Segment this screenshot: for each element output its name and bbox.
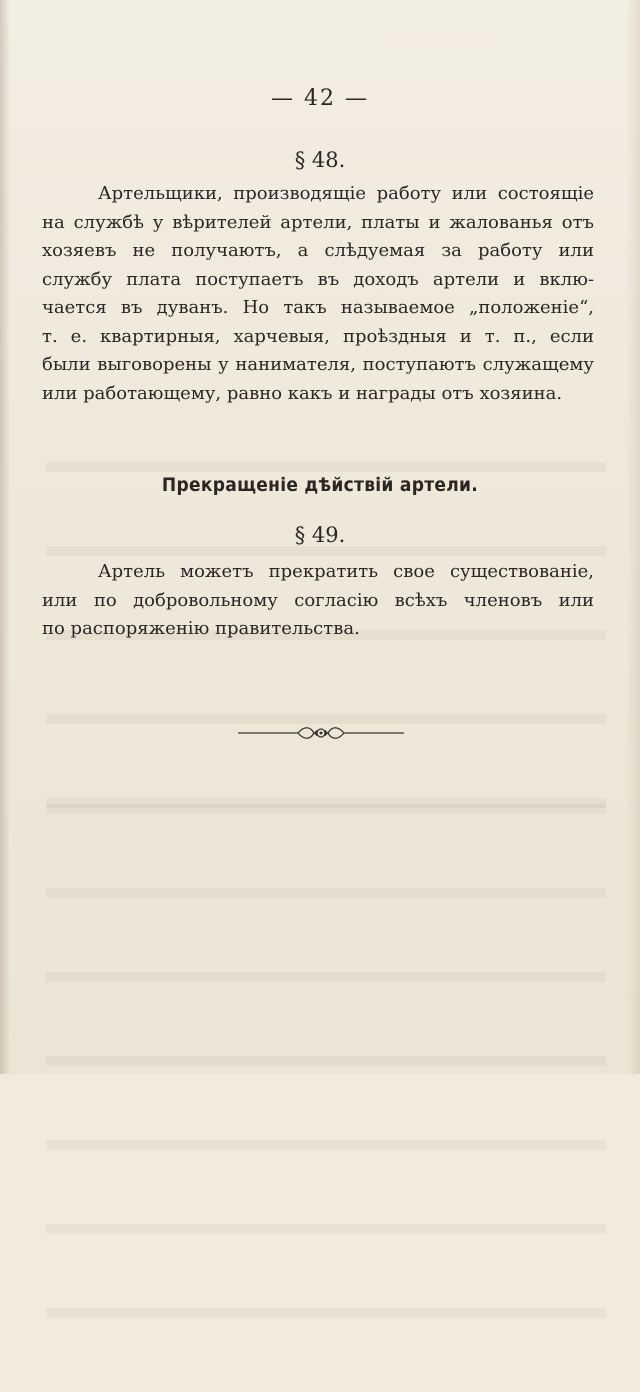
chapter-heading: Прекращеніе дѣйствій артели. — [161, 474, 479, 496]
section-49-paragraph — [42, 558, 594, 644]
paragraph-line: по распоряженію правительства. — [42, 618, 360, 639]
paragraph-line: Артель можетъ прекратить свое существованіе, — [98, 561, 594, 582]
page-number: — 42 — — [271, 86, 369, 111]
paragraph-line: службу плата поступаетъ въ доходъ артели и вклю- — [42, 268, 594, 290]
paragraph-line: или по добровольному согласію всѣхъ членовъ или — [42, 589, 594, 611]
bleed-through-block-lower — [46, 740, 606, 990]
paragraph-line: т. е. квартирныя, харчевыя, проѣздныя и т. п., если — [42, 325, 594, 347]
paragraph-line: или работающему, равно какъ и награды отъ хозяина. — [42, 382, 563, 404]
section-48-mark: § 48. — [294, 148, 346, 172]
paragraph-line: были выговорены у нанимателя, поступаютъ служащему — [42, 354, 594, 375]
paragraph-line: на службѣ у вѣрителей артели, платы и жалованья отъ — [42, 211, 594, 233]
paragraph-line: Артельщики, производящіе работу или состоящіе — [98, 183, 594, 204]
section-49-mark: § 49. — [294, 523, 346, 547]
paragraph-line: хозяевъ не получаютъ, а слѣдуемая за работу или — [42, 240, 594, 261]
paragraph-line: чается въ дуванъ. Но такъ называемое „положеніе“, — [42, 297, 594, 318]
section-48-paragraph — [42, 180, 594, 408]
end-ornament-icon — [238, 722, 404, 744]
